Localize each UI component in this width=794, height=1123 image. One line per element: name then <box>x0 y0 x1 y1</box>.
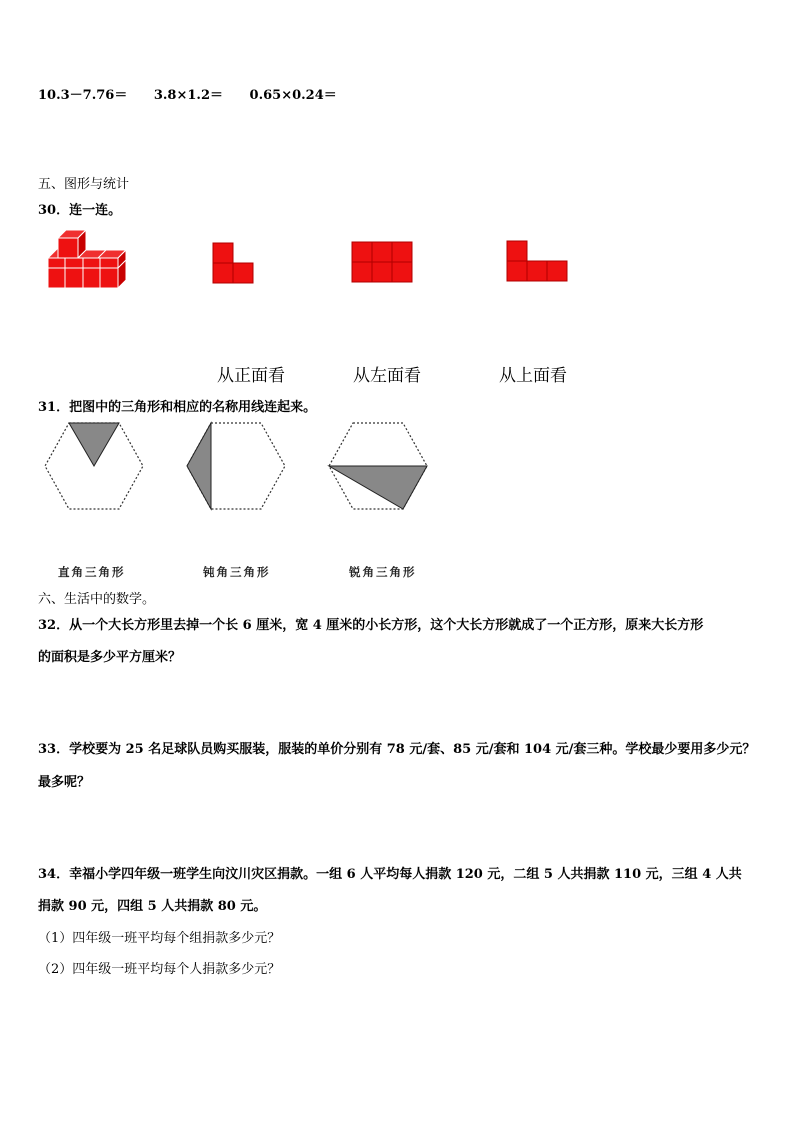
question-33-line-1: 33．学校要为 25 名足球队员购买服装，服装的单价分别有 78 元/套、85 元/套和 104 元/套三种。学校最少要用多少元？ <box>38 742 756 757</box>
calc-item: 3.8×1.2＝ <box>153 88 223 103</box>
triangle-name-acute: 锐角三角形 <box>349 565 417 579</box>
triangle-name-right: 直角三角形 <box>58 565 126 579</box>
hexagon-figure-3 <box>326 420 430 512</box>
section-5-title: 五、图形与统计 <box>38 177 130 192</box>
question-32-line-2: 的面积是多少平方厘米？ <box>38 650 182 665</box>
question-33-line-2: 最多呢？ <box>38 775 91 790</box>
question-32-line-1: 32．从一个大长方形里去掉一个长 6 厘米，宽 4 厘米的小长方形，这个大长方形就成了一个正方形，原来大长方形 <box>38 618 704 633</box>
hexagon-figure-1 <box>42 420 146 512</box>
view-label-front: 从正面看 <box>217 366 285 386</box>
calculation-row <box>38 84 359 103</box>
triangle-name-obtuse: 钝角三角形 <box>203 565 271 579</box>
view-label-left: 从左面看 <box>353 366 421 386</box>
view-label-top: 从上面看 <box>499 366 567 386</box>
view-shape-c <box>506 240 568 282</box>
question-34-part-1: （1）四年级一班平均每个组捐款多少元？ <box>38 931 281 946</box>
cube-solid-figure <box>44 228 126 290</box>
hexagon-figure-2 <box>184 420 288 512</box>
question-31: 31．把图中的三角形和相应的名称用线连起来。 <box>38 400 317 415</box>
section-6-title: 六、生活中的数学。 <box>38 592 156 607</box>
view-shape-b <box>351 241 413 283</box>
question-34-part-2: （2）四年级一班平均每个人捐款多少元？ <box>38 962 281 977</box>
view-shape-a <box>212 242 256 284</box>
calc-item: 0.65×0.24＝ <box>249 88 337 103</box>
question-34-line-2: 捐款 90 元，四组 5 人共捐款 80 元。 <box>38 899 267 914</box>
question-30: 30．连一连。 <box>38 203 122 218</box>
question-34-line-1: 34．幸福小学四年级一班学生向汶川灾区捐款。一组 6 人平均每人捐款 120 元，二组 5 人共捐款 110 元，三组 4 人共 <box>38 867 742 882</box>
calc-item: 10.3－7.76＝ <box>38 88 128 103</box>
